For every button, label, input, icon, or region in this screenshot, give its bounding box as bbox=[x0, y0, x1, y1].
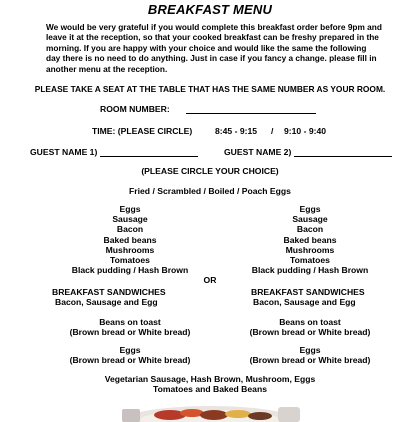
list-item[interactable]: Baked beans bbox=[283, 234, 337, 245]
beans-title: Beans on toast bbox=[279, 317, 341, 327]
breakfast-photo bbox=[110, 400, 310, 422]
list-item[interactable]: Bacon bbox=[296, 224, 324, 235]
beans-bread-choice: (Brown bread or White bread) bbox=[249, 327, 371, 338]
time-slot-2[interactable]: 9:10 - 9:40 bbox=[284, 126, 327, 136]
guest-name-2-field[interactable] bbox=[294, 156, 392, 157]
list-item[interactable]: Tomatoes bbox=[110, 255, 150, 266]
breakfast-plate-image bbox=[110, 400, 310, 422]
guest-name-2-label: GUEST NAME 2) bbox=[224, 147, 292, 157]
beans-on-toast-guest-1[interactable] bbox=[40, 317, 220, 337]
guest-1-items bbox=[40, 204, 220, 275]
beans-title: Beans on toast bbox=[99, 317, 161, 327]
room-number-label: ROOM NUMBER: bbox=[100, 104, 170, 114]
guest-name-1-label: GUEST NAME 1) bbox=[30, 147, 98, 157]
list-item[interactable]: Eggs bbox=[299, 204, 321, 214]
list-item[interactable]: Tomatoes bbox=[290, 255, 330, 266]
eggs-on-toast-guest-2[interactable] bbox=[220, 345, 400, 365]
list-item[interactable]: Bacon bbox=[116, 224, 144, 235]
guest-2-items bbox=[220, 204, 400, 275]
guest-name-1-field[interactable] bbox=[100, 156, 198, 157]
list-item[interactable]: Sausage bbox=[112, 214, 148, 225]
beans-on-toast-guest-2[interactable] bbox=[220, 317, 400, 337]
or-divider: OR bbox=[203, 275, 217, 285]
sandwich-heading-guest-2: BREAKFAST SANDWICHES bbox=[251, 287, 365, 297]
list-item[interactable]: Black pudding / Hash Brown bbox=[251, 265, 369, 276]
beans-bread-choice: (Brown bread or White bread) bbox=[69, 327, 191, 338]
sandwich-option-guest-1[interactable]: Bacon, Sausage and Egg bbox=[55, 297, 158, 307]
seating-instruction: PLEASE TAKE A SEAT AT THE TABLE THAT HAS THE SAME NUMBER AS YOUR ROOM. bbox=[34, 84, 386, 94]
eggs-title: Eggs bbox=[119, 345, 141, 355]
vegetarian-option-line-1[interactable]: Vegetarian Sausage, Hash Brown, Mushroom, Eggs bbox=[104, 374, 316, 384]
time-separator: / bbox=[271, 126, 274, 136]
time-slot-1[interactable]: 8:45 - 9:15 bbox=[215, 126, 258, 136]
egg-style-options: Fried / Scrambled / Boiled / Poach Eggs bbox=[129, 186, 291, 196]
eggs-on-toast-guest-1[interactable] bbox=[40, 345, 220, 365]
eggs-bread-choice: (Brown bread or White bread) bbox=[69, 355, 191, 366]
list-item[interactable]: Sausage bbox=[292, 214, 328, 225]
list-item[interactable]: Eggs bbox=[119, 204, 141, 214]
eggs-title: Eggs bbox=[299, 345, 321, 355]
eggs-bread-choice: (Brown bread or White bread) bbox=[249, 355, 371, 366]
sandwich-option-guest-2[interactable]: Bacon, Sausage and Egg bbox=[253, 297, 356, 307]
list-item[interactable]: Black pudding / Hash Brown bbox=[71, 265, 189, 276]
vegetarian-option-line-2[interactable]: Tomatoes and Baked Beans bbox=[153, 384, 267, 394]
sandwich-heading-guest-1: BREAKFAST SANDWICHES bbox=[52, 287, 166, 297]
list-item[interactable]: Mushrooms bbox=[285, 244, 335, 255]
time-label: TIME: (PLEASE CIRCLE) bbox=[92, 126, 193, 136]
room-number-field[interactable] bbox=[186, 113, 316, 114]
menu-title: BREAKFAST MENU bbox=[147, 2, 273, 17]
list-item[interactable]: Baked beans bbox=[103, 234, 157, 245]
intro-paragraph: We would be very grateful if you would complete this breakfast order before 9pm and leave it at the reception, so that your cooked breakfast can be freshy prepared in the morning. If you are happy with your choice and would like the same the following day there is no need to do anything. Just in case if you fancy a change. please fill in another menu at the reception. bbox=[46, 22, 382, 74]
circle-choice-heading: (PLEASE CIRCLE YOUR CHOICE) bbox=[141, 166, 279, 176]
list-item[interactable]: Mushrooms bbox=[105, 244, 155, 255]
